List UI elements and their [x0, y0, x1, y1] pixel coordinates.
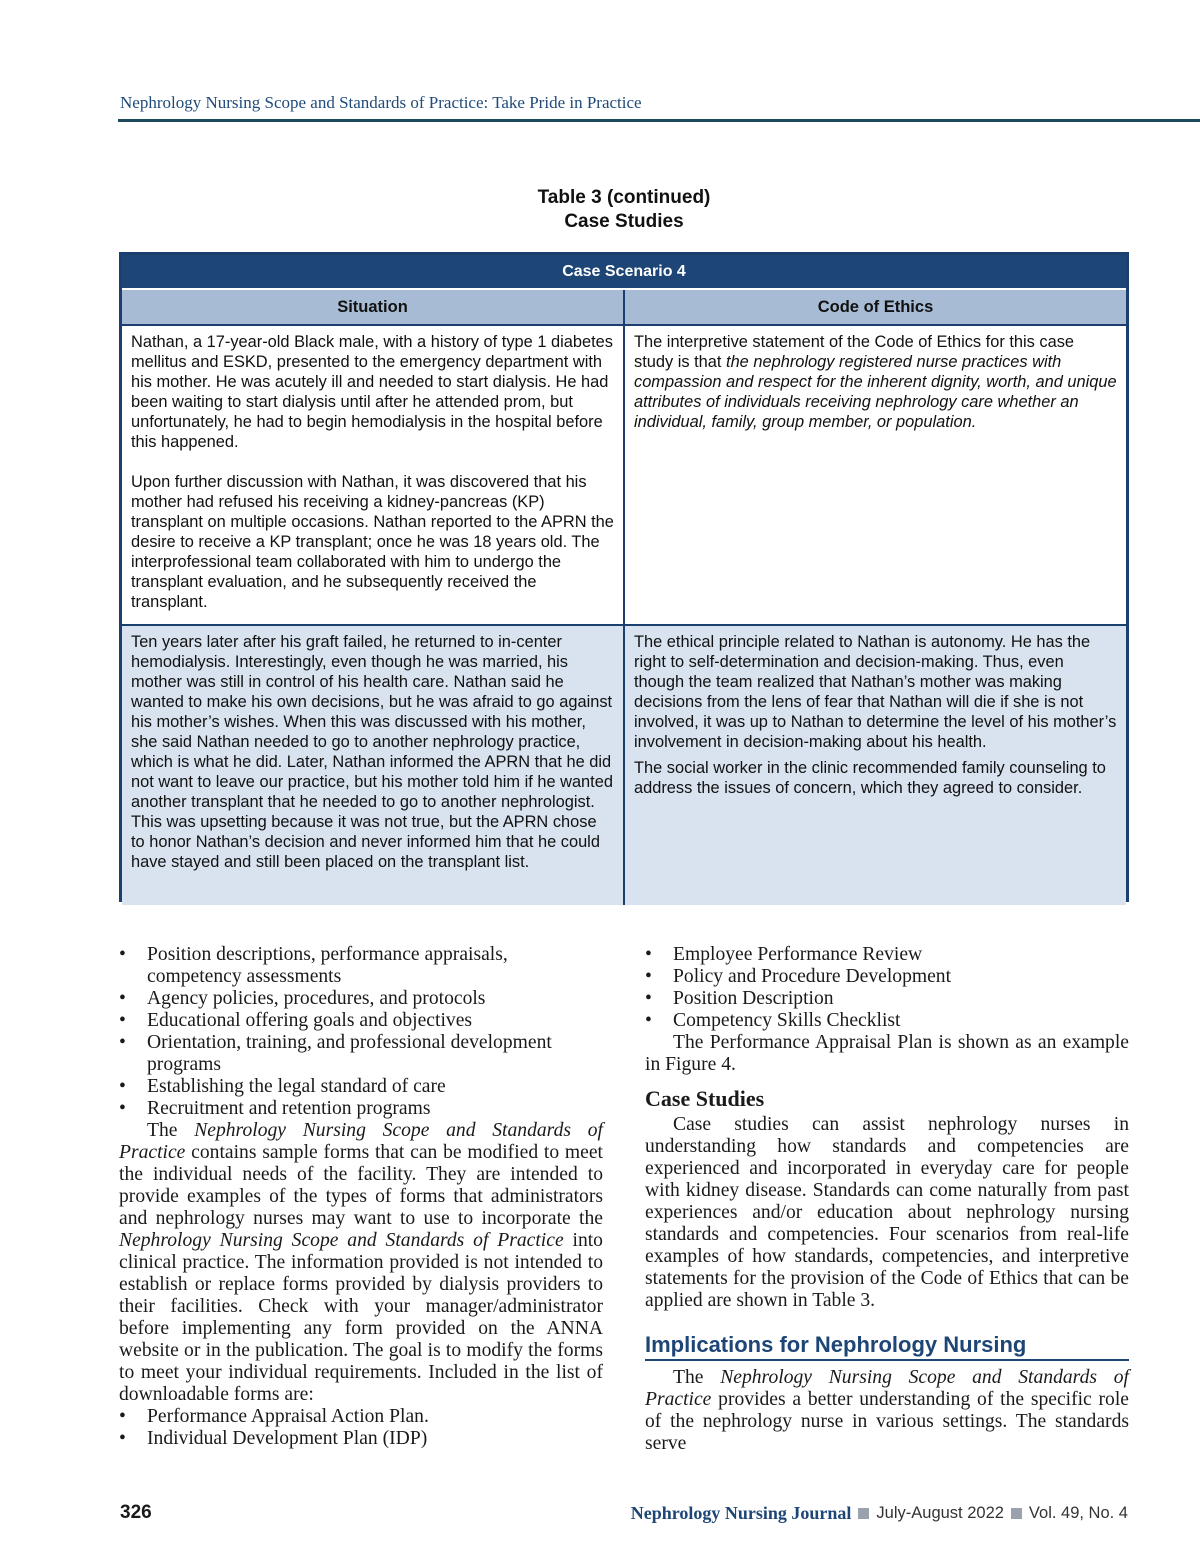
situation-paragraph: Ten years later after his graft failed, he returned to in-center hemodialysis. Interestingly, even though he was married, his mother was still in control of his health care. Nathan said he wanted to make his own decisions, but he was afraid to go against his mother’s wishes. When this was discussed with his mother, she said Nathan needed to go to another nephrology practice, which is what he did. Later, Nathan informed the APRN that he did not want to leave our practice, but his mother told him if he wanted another transplant that he needed to go to another nephrologist. This was upsetting because it was not true, but the APRN chose to honor Nathan’s decision and never informed him that he could have stayed and still been placed on the transplant list.: [131, 633, 613, 871]
case-studies-heading: Case Studies: [645, 1086, 765, 1111]
situation-paragraph: Nathan, a 17-year-old Black male, with a history of type 1 diabetes mellitus and ESKD, presented to the emergency department with his mother. He was acutely ill and needed to start dialysis. He had been waiting to start dialysis until after he attended prom, but unfortunately, he had to begin hemodialysis in the hospital before this happened.: [131, 333, 613, 451]
text-run: into clinical practice. The information provided is not intended to establish or replace forms provided by dialysis providers to their facilities. Check with your manager/administrator before implementing any form provided on the ANNA website or in the publication. The goal is to modify the forms to meet your individual requirements. Included in the list of downloadable forms are:: [119, 1230, 603, 1405]
table-caption-line2: Case Studies: [564, 211, 684, 232]
list-item: • Competency Skills Checklist: [645, 1010, 1129, 1032]
left-text-column: [119, 944, 603, 1450]
list-item: • Orientation, training, and professional development programs: [119, 1032, 603, 1076]
table-caption-line1: Table 3 (continued): [537, 187, 711, 208]
list-item: • Establishing the legal standard of care: [119, 1076, 603, 1098]
list-item: • Individual Development Plan (IDP): [119, 1428, 603, 1450]
running-title: Nephrology Nursing Scope and Standards of Practice: Take Pride in Practice: [120, 93, 642, 112]
text-run: provides a better understanding of the specific role of the nephrology nurse in various settings. The standards serve: [645, 1389, 1129, 1454]
column-headers: [122, 288, 1126, 324]
ethics-lead-text: The interpretive statement of the Code of Ethics for this case study is that: [634, 333, 1075, 371]
body-paragraph: The Performance Appraisal Plan is shown as an example in Figure 4.: [645, 1032, 1129, 1075]
list-item: • Recruitment and retention programs: [119, 1098, 603, 1120]
issue-date: July-August 2022: [876, 1504, 1004, 1522]
text-run: contains sample forms that can be modified to meet the individual needs of the facility. They are intended to provide examples of the types of forms that administrators and nephrology nurses may want to use to incorporate the: [119, 1142, 603, 1229]
publication-title: Nephrology Nursing Scope and Standards of Practice: [119, 1230, 564, 1251]
publication-title: Nephrology Nursing Scope and Standards of Practice: [119, 1120, 603, 1163]
situation-cell: [122, 626, 625, 905]
list-item: • Policy and Procedure Development: [645, 966, 1129, 988]
list-item: • Educational offering goals and objectives: [119, 1010, 603, 1032]
text-run: The: [147, 1120, 195, 1141]
square-separator-icon: [858, 1508, 869, 1519]
ethics-cell: [625, 326, 1126, 624]
situation-paragraph: Upon further discussion with Nathan, it was discovered that his mother had refused his receiving a kidney-pancreas (KP) transplant on multiple occasions. Nathan reported to the APRN the desire to receive a KP transplant; once he was 18 years old. The interprofessional team collaborated with him to undergo the transplant evaluation, and he subsequently received the transplant.: [131, 473, 614, 611]
list-item: • Position Description: [645, 988, 1129, 1010]
right-text-column: [645, 944, 1129, 1455]
ethics-paragraph: The social worker in the clinic recommended family counseling to address the issues of concern, which they agreed to consider.: [634, 759, 1106, 797]
implications-heading: Implications for Nephrology Nursing: [645, 1334, 1129, 1361]
body-paragraph: Case studies can assist nephrology nurses in understanding how standards and competencies are experienced and incorporated in everyday care for people with kidney disease. Standards can come naturally from past experiences and/or education about nephrology nursing standards and competencies. Four scenarios from real-life examples of how standards, competencies, and interpretive statements for the provision of the Code of Ethics that can be applied are shown in Table 3.: [645, 1114, 1129, 1311]
journal-name: Nephrology Nursing Journal: [630, 1503, 852, 1523]
table-caption: [0, 186, 1200, 234]
body-paragraph: [645, 1367, 1129, 1455]
bullet-list: [645, 944, 1129, 1032]
text-run: The: [673, 1367, 721, 1388]
body-paragraph: [119, 1120, 603, 1406]
bullet-list: [119, 1406, 603, 1450]
case-studies-table: [119, 252, 1129, 902]
header-rule: [118, 119, 1200, 122]
volume-issue: Vol. 49, No. 4: [1028, 1504, 1128, 1522]
list-item: • Performance Appraisal Action Plan.: [119, 1406, 603, 1428]
ethics-paragraph: The ethical principle related to Nathan is autonomy. He has the right to self-determination and decision-making. Thus, even though the team realized that Nathan’s mother was making decisions from the lens of fear that Nathan will die if she is not involved, it was up to Nathan to determine the level of his mother’s involvement in decision-making about his health.: [634, 633, 1117, 751]
list-item: • Position descriptions, performance appraisals, competency assessments: [119, 944, 603, 988]
column-header-situation: Situation: [122, 290, 625, 324]
publication-title: Nephrology Nursing Scope and Standards of Practice: [645, 1367, 1129, 1410]
square-separator-icon: [1011, 1508, 1022, 1519]
bullet-list: [119, 944, 603, 1120]
table-row: [122, 324, 1126, 624]
list-item: • Employee Performance Review: [645, 944, 1129, 966]
table-row: [122, 624, 1126, 905]
ethics-italic-text: the nephrology registered nurse practices with compassion and respect for the inherent dignity, worth, and unique attributes of individuals receiving nephrology care whether an individual, family, group member, or population.: [634, 353, 1117, 431]
page-number: 326: [120, 1502, 152, 1523]
list-item: • Agency policies, procedures, and protocols: [119, 988, 603, 1010]
scenario-header: Case Scenario 4: [122, 255, 1126, 288]
situation-cell: [122, 326, 625, 624]
footer-citation: [631, 1503, 1128, 1524]
ethics-paragraph: [634, 332, 1117, 432]
column-header-code-of-ethics: Code of Ethics: [817, 298, 934, 316]
ethics-cell: [625, 626, 1126, 905]
